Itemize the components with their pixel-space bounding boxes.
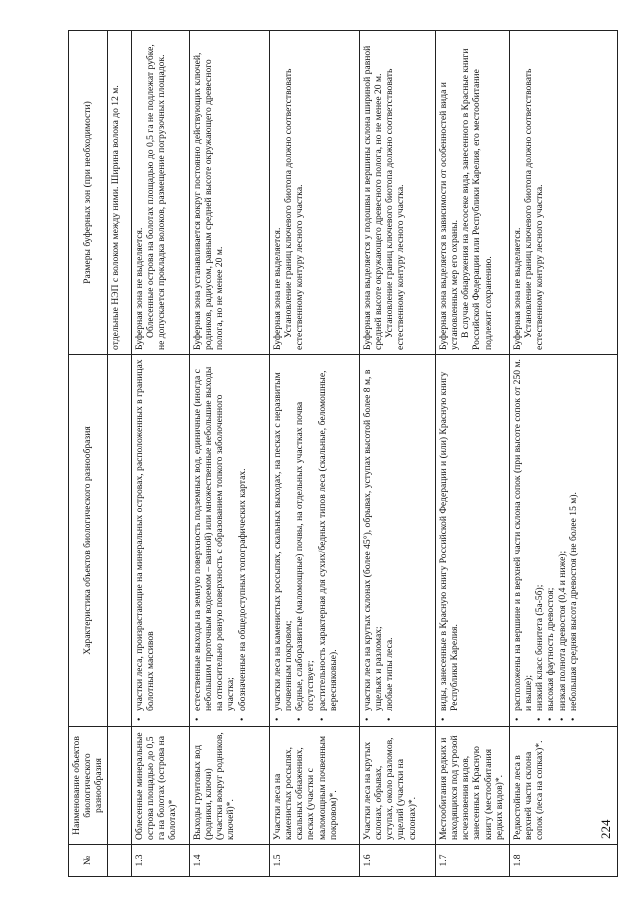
table-row — [131, 31, 189, 877]
characteristic-item: • обозначенные на общедоступных топографических картах. — [237, 359, 248, 711]
characteristics-cell — [509, 355, 617, 727]
characteristic-item: • расположены на вершине и в верхней части склона сопок (при высоте сопок от 250 м. и выше); — [512, 359, 534, 711]
buffer-paragraph: Установление границ ключевого биотопа должно соответствовать естественному контуру лесного участка. — [384, 68, 407, 350]
table-header-row — [69, 31, 108, 877]
buffer-paragraph: Буферная зона выделяется у подошвы и вершины склона шириной равной средней высоте окружающего древесного полога, но не менее 20 м. — [361, 45, 384, 350]
buffer-cell — [189, 31, 269, 355]
object-name: Участки леса на крутых склонах, обрывах, уступах, около разломов, ущелий (участки на склонах)*. — [359, 727, 435, 845]
row-number: 1.6 — [359, 845, 435, 877]
header-buffer: Размеры буферных зон (при необходимости) — [69, 31, 108, 355]
buffer-cell — [131, 31, 189, 355]
characteristic-item: • участки леса на крутых склонах (более 45°), обрывах, уступах высотой более 8 м, в ущельях и разломах; — [362, 359, 384, 711]
characteristic-item: • естественные выходы на земную поверхность подземных вод, единичные (иногда с небольшим проточным водоемом – ванной) или множественные небольшие выходы на относительно ровную поверхность с образованием топкого заболоченного участка; — [192, 359, 237, 711]
buffer-paragraph: Буферная зона устанавливается вокруг постоянно действующих ключей, родников, радиусом, равным средней высоте окружающего древесного полога, но не менее 20 м. — [191, 52, 226, 350]
buffer-paragraph: Буферная зона не выделяется. — [133, 227, 145, 350]
header-characteristics: Характеристика объектов биологического разнообразия — [69, 355, 108, 727]
header-num: № — [69, 845, 108, 877]
row-number: 1.4 — [189, 845, 269, 877]
row-number: 1.3 — [131, 845, 189, 877]
row-number: 1.7 — [435, 845, 509, 877]
characteristic-item: • высокая фаутность древостоя; — [545, 359, 556, 711]
characteristic-item: • низкая полнота древостоя (0,4 и ниже); — [557, 359, 568, 711]
characteristics-list — [362, 359, 396, 722]
buffer-paragraph: В случае обнаружения на лесосеке вида, занесенного в Красные книги Российской Федерации или Республики Карелия, его местообитание подлежит сохранению. — [460, 48, 494, 350]
characteristics-list — [272, 359, 339, 722]
table-row — [509, 31, 617, 877]
characteristic-item: • участки леса на каменистых россыпях, скальных выходах, на песках с неразвитым почвенным покровом; — [272, 359, 294, 711]
characteristics-list — [134, 359, 156, 722]
object-name: Выходы грунтовых вод (родники, ключи) (участки вокруг родников, ключей)*. — [189, 727, 269, 845]
object-name: Облесенные минеральные острова площадью до 0,5 га на болотах (острова на болотах)* — [131, 727, 189, 845]
characteristics-cell — [359, 355, 435, 727]
characteristic-item: • растительность характерная для сухих/бедных типов леса (скальные, беломошные, вересняковые). — [317, 359, 339, 711]
table-row — [435, 31, 509, 877]
object-name: Участки леса на каменистых россыпях, скальных обнажениях, песках (участки с маломощным почвенным покровом)*. — [269, 727, 359, 845]
buffer-paragraph: Облесенные острова на болотах площадью до 0,5 га не подлежат рубке, не допускается прокладка волоков, размещение погрузочных площадок. — [144, 44, 168, 350]
table-row — [189, 31, 269, 877]
object-name: Местообитания редких и находящихся под угрозой исчезновения видов, занесенных в Красную книгу (местообитания редких видов)*. — [435, 727, 509, 845]
characteristics-cell — [269, 355, 359, 727]
table-row — [269, 31, 359, 877]
characteristics-cell — [131, 355, 189, 727]
buffer-paragraph: Установление границ ключевого биотопа должно соответствовать естественному контуру лесного участка. — [282, 68, 306, 350]
buffer-paragraph: Установление границ ключевого биотопа должно соответствовать естественному контуру лесного участка. — [522, 68, 546, 350]
buffer-paragraph: Буферная зона не выделяется. — [271, 227, 283, 350]
biodiversity-table — [68, 30, 618, 877]
buffer-cell — [435, 31, 509, 355]
buffer-paragraph: Буферная зона выделяется в зависимости от особенностей вида и установленных мер его охраны. — [437, 82, 460, 350]
header-name: Наименование объектов биологического разнообразия — [69, 727, 108, 845]
characteristic-item: • любые типы леса. — [384, 359, 395, 711]
characteristics-list — [438, 359, 460, 722]
page-number: 224 — [598, 819, 613, 839]
buffer-paragraph: Буферная зона не выделяется. — [511, 227, 523, 350]
characteristic-item: • участки леса, произрастающие на минеральных островах, расположенных в границах болотных массивов — [134, 359, 156, 711]
row-number: 1.5 — [269, 845, 359, 877]
characteristic-item: • небольшая средняя высота древостоя (не более 15 м). — [568, 359, 579, 711]
characteristic-item: • низкий класс бонитета (5а-5б); — [534, 359, 545, 711]
characteristics-cell — [435, 355, 509, 727]
continuation-row — [107, 31, 131, 877]
buffer-cell — [359, 31, 435, 355]
continuation-text: отдельные НЭП с волоком между ними. Ширина волока до 12 м. — [107, 31, 131, 355]
object-name: Редкостойные леса в верхней части склона сопок (леса на сопках)*. — [509, 727, 617, 845]
table-row — [359, 31, 435, 877]
characteristic-item: • бедные, слаборазвитые (маломощные) почвы, на отдельных участках почва отсутствует; — [294, 359, 316, 711]
characteristics-list — [192, 359, 248, 722]
characteristics-list — [512, 359, 579, 722]
characteristics-cell — [189, 355, 269, 727]
buffer-cell — [269, 31, 359, 355]
characteristic-item: • виды, занесенные в Красную книгу Российской Федерации и (или) Красную книгу Республики Карелия. — [438, 359, 460, 711]
buffer-cell — [509, 31, 617, 355]
row-number: 1.8 — [509, 845, 617, 877]
